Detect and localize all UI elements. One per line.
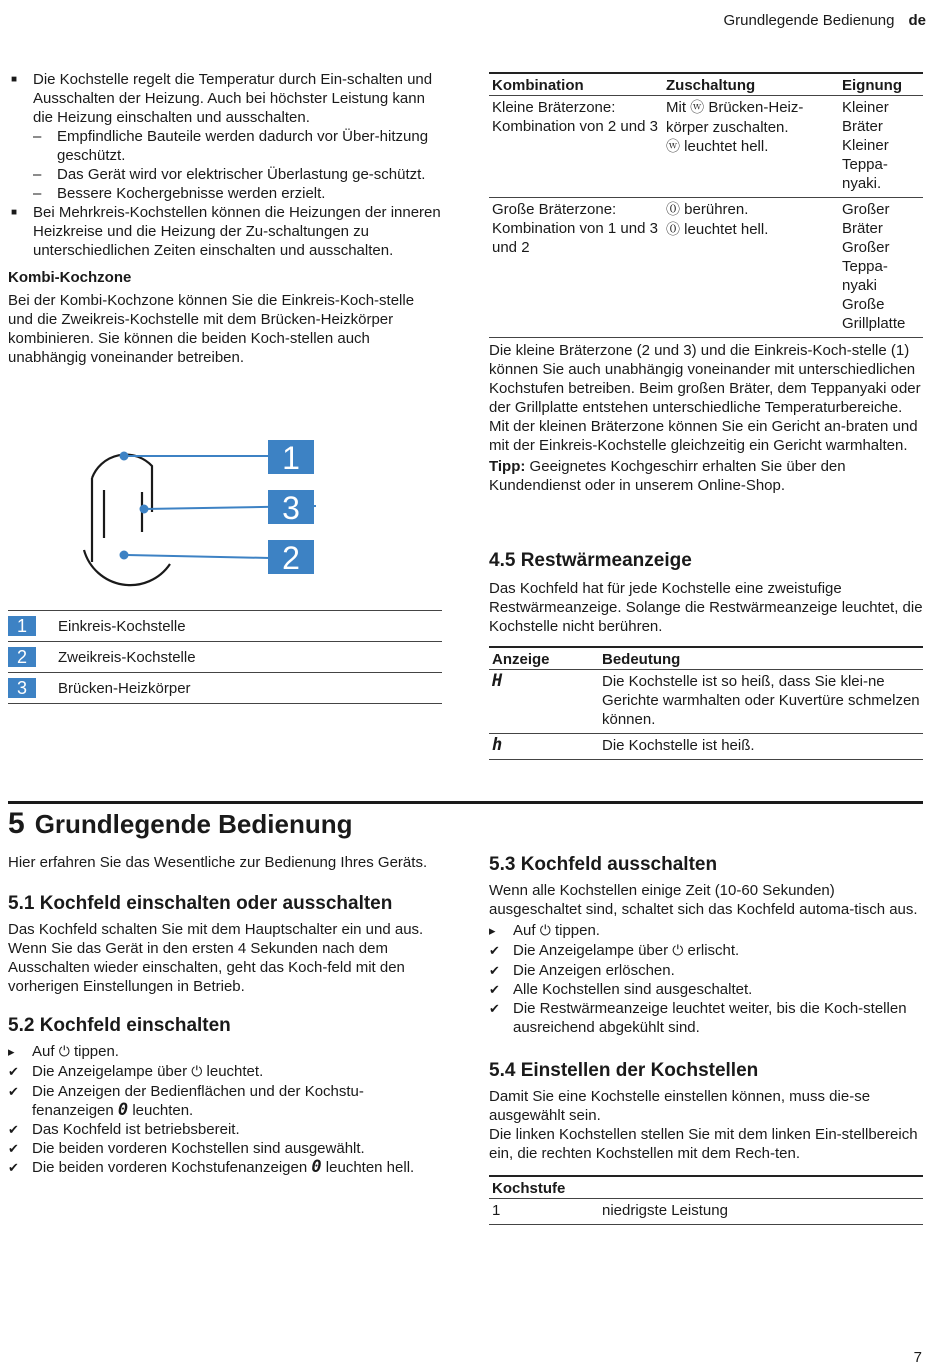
column-header: Bedeutung xyxy=(599,647,923,670)
table-cell: niedrigste Leistung xyxy=(599,1199,923,1225)
intro-paragraph: Hier erfahren Sie das Wesentliche zur Bedienung Ihres Geräts. xyxy=(8,854,428,871)
column-header: Zuschaltung xyxy=(663,73,839,96)
check-icon: ✔ xyxy=(8,1122,19,1137)
step-item: ▸ Auf ⏻ tippen. xyxy=(489,922,600,939)
step-arrow-icon: ▸ xyxy=(489,923,496,938)
power-icon: ⏻ xyxy=(58,1044,70,1060)
table-cell: Große Bräterzone: Kombination von 1 und 3 und 2 xyxy=(489,198,663,338)
legend-number: 3 xyxy=(8,678,36,698)
svg-text:2: 2 xyxy=(282,540,300,576)
power-icon: ⏻ xyxy=(539,923,551,939)
result-item: ✔ Die Anzeigelampe über ⏻ leuchtet. xyxy=(8,1063,264,1080)
header-title: Grundlegende Bedienung xyxy=(723,12,895,29)
power-icon: ⏻ xyxy=(672,943,684,959)
table-row xyxy=(489,734,923,760)
list-item: – Empfindliche Bauteile werden dadurch vor Über-hitzung geschützt. xyxy=(33,128,429,164)
table-cell: 1 xyxy=(489,1199,599,1225)
legend-label: Brücken-Heizkörper xyxy=(58,679,191,697)
list-item: ■ Die Kochstelle regelt die Temperatur durch Ein-schalten und Ausschalten der Heizung. Auch bei höchster Leistung kann die Heizung einschalten und ausschalten. – Empfindliche Bauteile werden dadurch vor Über-hitzung geschützt. – Das Gerät wird vor elektrischer Überlastung ge-schützt. – Bessere Kochergebnisse werden erzielt. xyxy=(8,70,443,203)
section-4-5 xyxy=(489,549,923,760)
check-icon: ✔ xyxy=(489,1001,500,1016)
result-item: ✔ Die beiden vorderen Kochstellen sind ausgewählt. xyxy=(8,1140,365,1157)
list-item: ■ Bei Mehrkreis-Kochstellen können die Heizungen der inneren Heizkreise und die Heizung der Zu-schaltungen zu unterschiedlichen Zeiten einschalten und ausschalten. xyxy=(11,204,441,259)
table-cell: Großer Bräter Großer Teppa-nyaki Große Grillplatte xyxy=(839,198,923,338)
paragraph: Das Kochfeld schalten Sie mit dem Hauptschalter ein und aus. xyxy=(8,921,424,938)
step-list xyxy=(8,1042,443,1177)
callout-1 xyxy=(268,440,314,476)
kombi-zone-diagram xyxy=(70,432,330,592)
sub-bullet-list xyxy=(33,127,443,203)
digit-zero-display: 0 xyxy=(117,1100,129,1120)
table-cell: Mit ⓦ Brücken-Heiz-körper zuschalten. ⓦ leuchtet hell. xyxy=(663,96,839,198)
right-bottom-text xyxy=(489,853,923,1225)
section-title: 4.5 Restwärmeanzeige xyxy=(489,550,692,571)
result-item: ✔ Die beiden vorderen Kochstufenanzeigen 0 leuchten hell. xyxy=(8,1157,415,1177)
table-cell: Die Kochstelle ist so heiß, dass Sie klei-ne Gerichte warmhalten oder Kuvertüre schmelzen können. xyxy=(599,670,923,734)
callout-2 xyxy=(268,540,314,576)
paragraph: Wenn alle Kochstellen einige Zeit (10-60 Sekunden) ausgeschaltet sind, schaltet sich das Kochfeld automa-tisch aus. xyxy=(489,882,918,918)
diagram-legend xyxy=(8,610,442,704)
list-item: – Bessere Kochergebnisse werden erzielt. xyxy=(33,185,326,202)
table-cell: ⓪ berühren. ⓪ leuchtet hell. xyxy=(663,198,839,338)
display-symbol: h xyxy=(489,734,599,760)
svg-text:3: 3 xyxy=(282,490,300,526)
column-header xyxy=(599,1176,923,1199)
section-title: 5.1 Kochfeld einschalten oder ausschalten xyxy=(8,893,393,914)
multi-zone-icon: ⓪ xyxy=(666,202,680,218)
bridge-heater-icon: ⓦ xyxy=(666,139,680,155)
result-item: ✔ Das Kochfeld ist betriebsbereit. xyxy=(8,1121,240,1138)
legend-label: Einkreis-Kochstelle xyxy=(58,617,186,635)
check-icon: ✔ xyxy=(8,1064,19,1079)
result-item: ✔ Die Anzeigen erlöschen. xyxy=(489,962,675,979)
chapter-title: 5 Grundlegende Bedienung xyxy=(8,807,353,840)
column-header: Kochstufe xyxy=(489,1176,599,1199)
legend-label: Zweikreis-Kochstelle xyxy=(58,648,196,666)
power-icon: ⏻ xyxy=(191,1064,203,1080)
chapter-rule xyxy=(8,801,923,804)
paragraph: Wenn Sie das Gerät in den ersten 4 Sekunden nach dem Ausschalten wieder einschalten, geht das Koch-feld mit den vorherigen Einstellungen in Betrieb. xyxy=(8,940,405,995)
table-row xyxy=(489,96,923,198)
digit-zero-display: 0 xyxy=(311,1157,322,1177)
result-item: ✔ Die Anzeigen der Bedienflächen und der Kochstu-fenanzeigen 0 leuchten. xyxy=(8,1083,364,1120)
page-number: 7 xyxy=(913,1349,922,1366)
header-lang: de xyxy=(908,12,926,29)
section-title: 5.3 Kochfeld ausschalten xyxy=(489,854,718,875)
left-bottom-text xyxy=(8,853,443,1177)
table-cell: Die Kochstelle ist heiß. xyxy=(599,734,923,760)
bullet-list xyxy=(8,70,443,260)
callout-3 xyxy=(268,490,314,526)
section-title: 5.2 Kochfeld einschalten xyxy=(8,1015,231,1036)
tip-paragraph: Tipp: Geeignetes Kochgeschirr erhalten Sie über den Kundendienst oder in unserem Online-Shop. xyxy=(489,458,846,494)
display-symbol: H xyxy=(489,670,599,734)
table-cell: Kleine Bräterzone: Kombination von 2 und 3 xyxy=(489,96,663,198)
list-item: – Das Gerät wird vor elektrischer Überlastung ge-schützt. xyxy=(33,166,426,183)
section-title: 5.4 Einstellen der Kochstellen xyxy=(489,1060,759,1081)
tip-label: Tipp: xyxy=(489,458,526,475)
legend-number: 2 xyxy=(8,647,36,667)
table-row xyxy=(489,198,923,338)
kombi-text: Bei der Kombi-Kochzone können Sie die Einkreis-Koch-stelle und die Zweikreis-Kochstelle mit dem Brücken-Heizkörper kombinieren. Sie können die beiden Koch-stellen auch unabhängig voneinander betreiben. xyxy=(8,292,415,366)
legend-row xyxy=(8,673,442,704)
table-header-row xyxy=(489,647,923,670)
check-icon: ✔ xyxy=(8,1141,19,1156)
left-top-text xyxy=(8,70,443,367)
paragraph: Damit Sie eine Kochstelle einstellen können, muss die-se ausgewählt sein. xyxy=(489,1088,871,1124)
paragraph: Das Kochfeld hat für jede Kochstelle eine zweistufige Restwärmeanzeige. Solange die Restwärmeanzeige leuchtet, die Kochstelle nicht berühren. xyxy=(489,580,923,635)
table-row xyxy=(489,1199,923,1225)
chapter-number: 5 xyxy=(8,807,25,840)
legend-row xyxy=(8,642,442,673)
step-item: ▸ Auf ⏻ tippen. xyxy=(8,1043,119,1060)
column-header: Eignung xyxy=(839,73,923,96)
check-icon: ✔ xyxy=(489,963,500,978)
column-header: Kombination xyxy=(489,73,663,96)
table-header-row xyxy=(489,73,923,96)
result-item: ✔ Alle Kochstellen sind ausgeschaltet. xyxy=(489,981,753,998)
result-item: ✔ Die Anzeigelampe über ⏻ erlischt. xyxy=(489,942,740,959)
check-icon: ✔ xyxy=(489,943,500,958)
page-header xyxy=(724,12,927,29)
result-item: ✔ Die Restwärmeanzeige leuchtet weiter, bis die Koch-stellen ausreichend abgekühlt sind. xyxy=(489,1000,907,1036)
column-header: Anzeige xyxy=(489,647,599,670)
table-cell: Kleiner Bräter Kleiner Teppa-nyaki. xyxy=(839,96,923,198)
check-icon: ✔ xyxy=(489,982,500,997)
check-icon: ✔ xyxy=(8,1084,19,1099)
kombination-table xyxy=(489,72,923,338)
paragraph: Mit der kleinen Bräterzone können Sie ein Gericht an-braten und mit der Einkreis-Kochstelle gleichzeitig ein Gericht warmhalten. xyxy=(489,418,918,454)
legend-row xyxy=(8,611,442,642)
svg-text:1: 1 xyxy=(282,440,300,476)
paragraph: Die linken Kochstellen stellen Sie mit dem linken Ein-stellbereich ein, die rechten Kochstellen mit dem Rech-ten. xyxy=(489,1126,918,1162)
kochstufe-table xyxy=(489,1175,923,1225)
legend-number: 1 xyxy=(8,616,36,636)
table-row xyxy=(489,670,923,734)
multi-zone-icon: ⓪ xyxy=(666,222,680,238)
restwaerme-table xyxy=(489,646,923,760)
right-text xyxy=(489,341,923,495)
step-arrow-icon: ▸ xyxy=(8,1044,15,1059)
kombi-title: Kombi-Kochzone xyxy=(8,269,132,286)
check-icon: ✔ xyxy=(8,1160,19,1175)
step-list xyxy=(489,921,923,1037)
table-header-row xyxy=(489,1176,923,1199)
paragraph: Die kleine Bräterzone (2 und 3) und die Einkreis-Koch-stelle (1) können Sie auch unabhängig voneinander mit unterschiedlichen Kochstufen betreiben. Beim großen Bräter, dem Teppanyaki oder der Grillplatte entstehen unterschiedliche Temperaturbereiche. xyxy=(489,342,921,416)
bridge-heater-icon: ⓦ xyxy=(690,100,705,116)
